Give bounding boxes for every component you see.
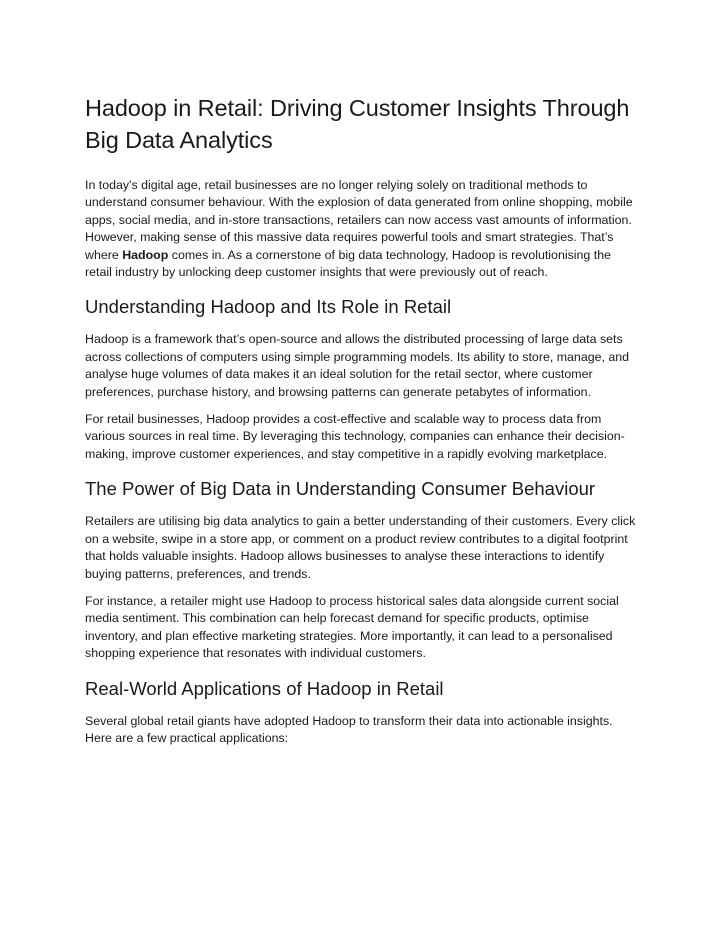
section-2-paragraph-2: For instance, a retailer might use Hadoop to process historical sales data alongside current social media sentiment. This combination can help forecast demand for specific products, optimise inventory, and plan effective marketing strategies. More importantly, it can lead to a personalised shopping experience that resonates with individual customers. bbox=[85, 593, 619, 661]
document-title: Hadoop in Retail: Driving Customer Insights Through Big Data Analytics bbox=[85, 95, 630, 153]
section-1-paragraph-1: Hadoop is a framework that’s open-source and allows the distributed processing of large data sets across collections of computers using simple programming models. Its ability to store, manage, and analyse huge volumes of data makes it an ideal solution for the retail sector, where customer preferences, purchase history, and browsing patterns can generate petabytes of information. bbox=[85, 332, 630, 399]
document-page bbox=[85, 92, 640, 757]
section-1-paragraph-2: For retail businesses, Hadoop provides a cost-effective and scalable way to process data from various sources in real time. By leveraging this technology, companies can enhance their decision-making, improve customer experiences, and stay competitive in a rapidly evolving marketplace. bbox=[85, 412, 625, 461]
section-2-paragraph-1: Retailers are utilising big data analytics to gain a better understanding of their customers. Every click on a website, swipe in a store app, or comment on a product review contributes to a digital footprint that holds valuable insights. Hadoop allows businesses to analyse these interactions to identify buying patterns, preferences, and trends. bbox=[85, 514, 636, 581]
intro-text-end: comes in. As a cornerstone of big data technology, Hadoop is revolutionising the retail industry by unlocking deep customer insights that were previously out of reach. bbox=[85, 247, 611, 280]
section-heading-real-world-applications: Real-World Applications of Hadoop in Retail bbox=[85, 677, 444, 699]
intro-paragraph bbox=[85, 177, 640, 281]
intro-bold-term: Hadoop bbox=[122, 247, 169, 262]
intro-text-start: In today's digital age, retail businesses are no longer relying solely on traditional methods to understand consumer behaviour. With the explosion of data generated from online shopping, mobile apps, social media, and in-store transactions, retailers can now access vast amounts of information. However, making sense of this massive data requires powerful tools and smart strategies. That’s where bbox=[85, 178, 633, 262]
section-heading-power-of-big-data: The Power of Big Data in Understanding Consumer Behaviour bbox=[85, 478, 596, 500]
section-3-paragraph-1: Several global retail giants have adopted Hadoop to transform their data into actionable insights. Here are a few practical applications: bbox=[85, 713, 613, 745]
section-heading-understanding-hadoop: Understanding Hadoop and Its Role in Retail bbox=[85, 296, 452, 318]
